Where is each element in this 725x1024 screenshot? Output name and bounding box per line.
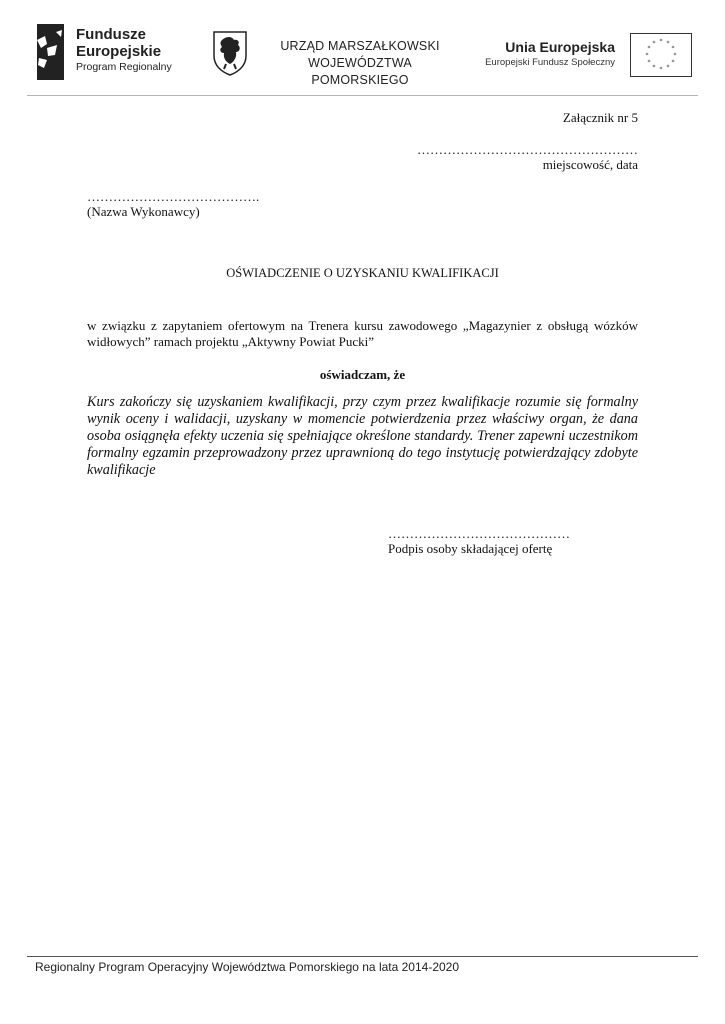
fundusze-europejskie-logo-icon — [34, 24, 68, 80]
svg-text:*: * — [652, 40, 656, 47]
svg-text:*: * — [671, 45, 675, 52]
signature-label: Podpis osoby składającej ofertę — [388, 541, 553, 556]
footer-divider — [27, 956, 698, 957]
eu-flag-icon — [631, 34, 691, 76]
contractor-label: (Nazwa Wykonawcy) — [87, 204, 200, 219]
svg-text:*: * — [652, 64, 656, 71]
footer-text: Regionalny Program Operacyjny Województwa Pomorskiego na lata 2014-2020 — [35, 960, 460, 974]
urzad-marszalkowski-logo — [212, 30, 462, 87]
page-header — [0, 0, 725, 96]
contractor-dots: …………………………………. — [87, 189, 260, 204]
svg-text:*: * — [647, 45, 651, 52]
eu-flag — [630, 33, 692, 77]
place-date-dots: …………………………………………… — [417, 142, 638, 157]
um-logo-line2: WOJEWÓDZTWA POMORSKIEGO — [308, 56, 412, 87]
fe-logo-line2: Europejskie — [76, 43, 162, 60]
signature-dots: …………………………………… — [388, 526, 570, 541]
fe-logo-line3: Program Regionalny — [76, 61, 172, 73]
intro-paragraph: w związku z zapytaniem ofertowym na Trenera kursu zawodowego „Magazynier z obsługą wózków widłowych” ramach projektu „Aktywny Powiat Pucki” — [87, 318, 638, 349]
header-divider — [27, 95, 698, 96]
fundusze-europejskie-logo — [34, 24, 184, 82]
declaration-heading: oświadczam, że — [319, 367, 406, 382]
ue-logo-line2: Europejski Fundusz Społeczny — [485, 57, 615, 68]
qualification-statement: Kurs zakończy się uzyskaniem kwalifikacji, przy czym przez kwalifikacje rozumie się formalny wynik oceny i walidacji, uzyskany w momencie potwierdzenia przez właściwy organ, że dana osoba osiągnęła efekty uczenia się spełniające określone standardy. Trener zapewni uczestnikom formalny egzamin przeprowadzony przez uprawnioną do tego instytucję potwierdzający zdobyte kwalifikacje — [87, 394, 638, 478]
svg-text:*: * — [647, 59, 651, 66]
svg-text:*: * — [666, 40, 670, 47]
svg-text:*: * — [666, 64, 670, 71]
svg-text:*: * — [659, 66, 663, 73]
um-logo-line1: URZĄD MARSZAŁKOWSKI — [280, 39, 440, 53]
ue-logo-line1: Unia Europejska — [505, 39, 615, 55]
fe-logo-line1: Fundusze — [76, 26, 146, 43]
attachment-number: Załącznik nr 5 — [562, 110, 638, 125]
svg-text:*: * — [659, 38, 663, 45]
svg-text:*: * — [645, 52, 649, 59]
svg-text:*: * — [671, 59, 675, 66]
place-date-caption: miejscowość, data — [542, 157, 638, 172]
document-title: OŚWIADCZENIE O UZYSKANIU KWALIFIKACJI — [226, 266, 499, 280]
pomeranian-griffin-coat-of-arms-icon — [212, 30, 248, 76]
svg-text:*: * — [673, 52, 677, 59]
unia-europejska-logo — [480, 33, 695, 79]
